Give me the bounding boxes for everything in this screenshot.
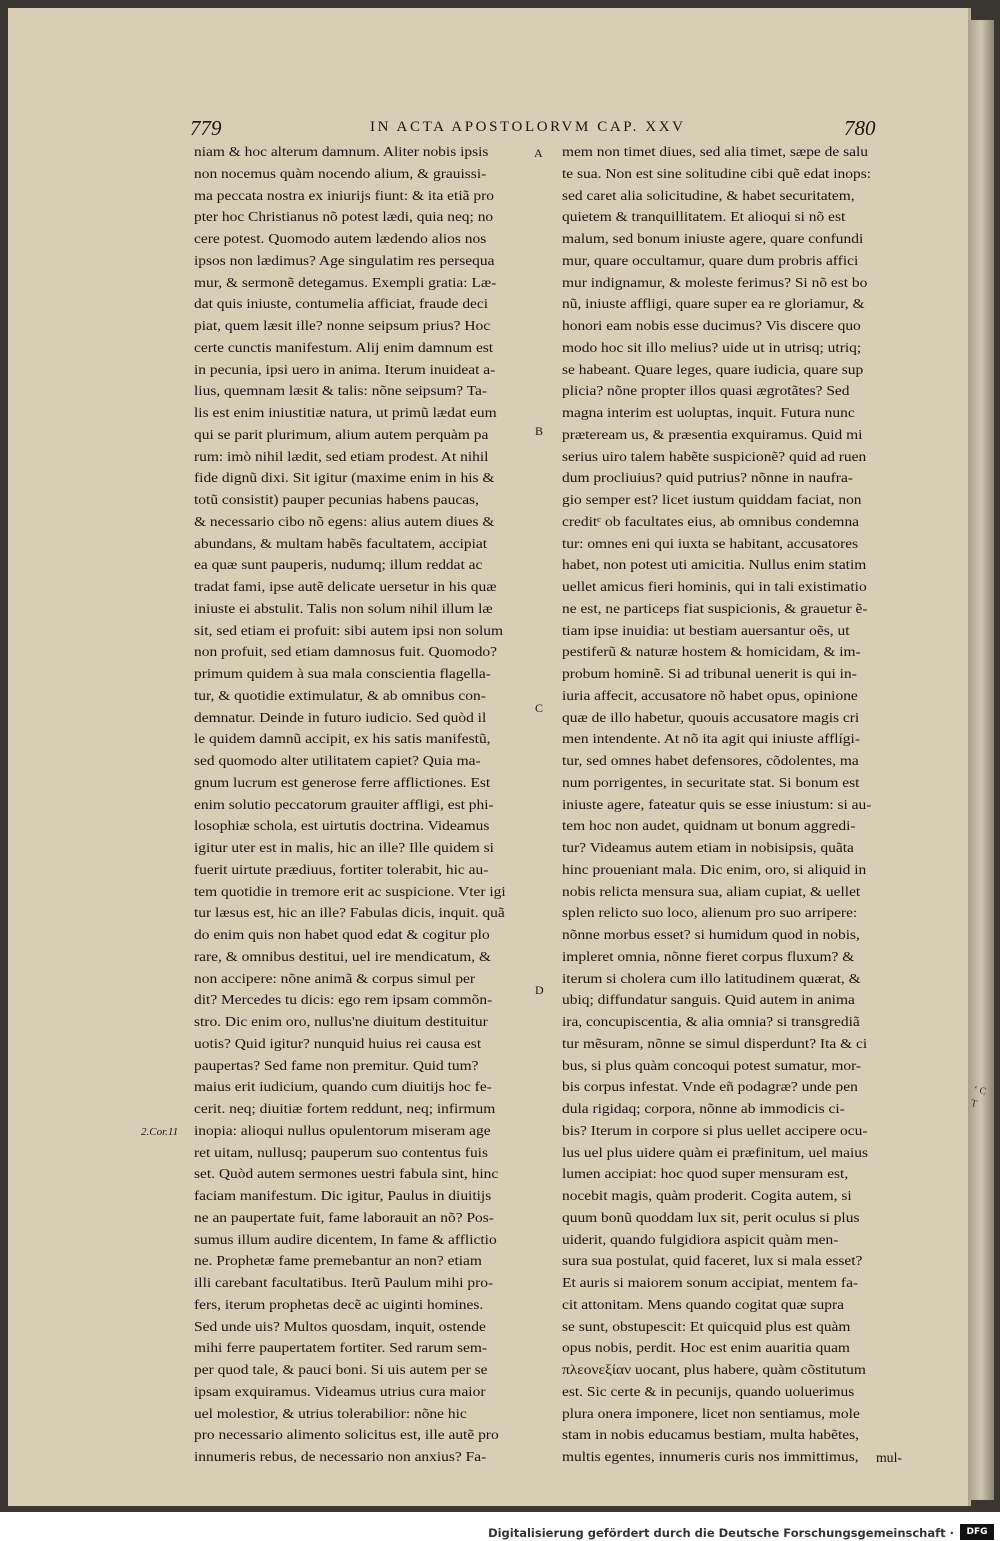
text-line: nobis relicta mensura sua, aliam cupiat, & uellet [562, 883, 861, 899]
text-line: ne. Prophetæ fame premebantur an non? etiam [194, 1253, 482, 1269]
text-line: uiderit, quando fulgidiora aspicit quàm men- [562, 1231, 839, 1247]
page-edge [968, 20, 994, 1500]
text-line: tur, & quotidie extimulatur, & ab omnibus con- [194, 687, 486, 703]
text-line: mihi ferre paupertatem fortiter. Sed rarum sem- [194, 1340, 488, 1356]
text-line: malum, sed bonum iniuste agere, quare confundi [562, 231, 864, 246]
text-line: pro necessario alimento solicitus est, ille autẽ pro [194, 1427, 499, 1443]
text-line: ubiq; diffundatur sanguis. Quid autem in anima [562, 992, 855, 1008]
text-line: niam & hoc alterum damnum. Aliter nobis ipsis [194, 144, 489, 159]
text-line: sumus illum audire dicentem, In fame & afflictio [194, 1231, 497, 1247]
text-line: præteream us, & præsentia exquiramus. Quid mi [562, 426, 863, 442]
text-line: ne est, ne particeps fiat suspicionis, & grauetur ẽ- [562, 600, 868, 616]
text-line: quæ de illo habetur, quouis accusatore magis cri [562, 709, 860, 725]
text-line: se habeant. Quare leges, quare iudicia, quare sup [562, 361, 864, 377]
text-line: sit, sed etiam ei profuit: sibi autem ipsi non solum [194, 622, 504, 638]
section-marker-c: C [535, 701, 544, 715]
left-text-column [194, 141, 539, 1468]
text-line: cere potest. Quomodo autem lædendo alios nos [194, 231, 487, 246]
text-line: habet, non potest uti amicitia. Nullus enim statim [562, 557, 867, 573]
text-line: bus, si plus quàm concoqui potest sumatur, mor- [562, 1057, 862, 1073]
text-line: bis? Iterum in corpore si plus uellet accipere ocu- [562, 1122, 868, 1138]
footer-band [0, 1512, 1000, 1541]
text-line: set. Quòd autem sermones uestri fabula sint, hinc [194, 1166, 499, 1182]
text-line: ret uitam, nullusq; pauperum suo contentus fuis [194, 1144, 488, 1160]
page-number-left: 779 [190, 116, 222, 140]
text-line: iuria affecit, accusatore nõ habet opus, opinione [562, 687, 858, 703]
text-line: totũ consistit) pauper pecunias habens paucas, [194, 492, 479, 507]
text-line: lis est enim iniustitiæ natura, ut primũ lædat eum [194, 405, 497, 420]
text-line: sura sua postulat, quid faceret, lux si mala esset? [562, 1253, 863, 1269]
text-line: est. Sic certe & in pecunijs, quando uoluerimus [562, 1383, 855, 1399]
text-line: le quidem damnũ accipit, ex his satis manifestũ, [194, 731, 491, 747]
text-line: honori eam nobis esse ducimus? Vis discere quo [562, 318, 861, 333]
text-line: inopia: alioqui nullus opulentorum miseram age [194, 1122, 491, 1138]
text-line: qui se parit plurimum, alium autem perquàm pa [194, 426, 489, 442]
text-line: num porrigentes, in securitate stat. Si bonum est [562, 774, 860, 790]
text-line: tem quotidie in tremore erit ac suspicione. Vter igi [194, 883, 506, 899]
text-line: fide dignũ dixi. Sit igitur (maxime enim in his & [194, 470, 495, 486]
text-line: uel molestior, & utrius tolerabilior: nõne hic [194, 1405, 467, 1421]
text-line: ma peccata nostra ex iniurijs fiunt: & ita etiã pro [194, 187, 494, 203]
text-line: hinc proueniant mala. Dic enim, oro, si aliquid in [562, 861, 867, 877]
text-line: quum bonũ quoddam lux sit, perit oculus si plus [562, 1209, 860, 1225]
text-line: pter hoc Christianus nõ potest lædi, quia neq; no [194, 209, 494, 225]
text-line: te sua. Non est sine solitudine cibi quẽ edat inops: [562, 165, 871, 181]
text-line: opus nobis, perdit. Hoc est enim auaritia quam [562, 1340, 850, 1356]
text-line: dat quis iniuste, contumelia afficiat, fraude deci [194, 296, 489, 312]
text-line: mur, quare occultamur, quare dum probris affici [562, 252, 859, 268]
page-number-right: 780 [844, 116, 876, 140]
text-line: men intendente. At nõ ita agit qui iniuste afflígi- [562, 731, 860, 747]
dfg-logo: DFG [960, 1524, 994, 1540]
text-line: tem hoc non audet, quidnam ut bonum aggredi- [562, 818, 856, 834]
text-line: rare, & omnibus destitui, uel ire mendicatum, & [194, 948, 491, 964]
text-line: gnum lucrum est generose ferre afflictiones. Est [194, 774, 491, 790]
text-line: fuerit uirtute prædiuus, fortiter tolerabit, hic au- [194, 861, 489, 877]
text-line: uotis? Quid igitur? nunquid huius rei causa est [194, 1035, 482, 1051]
text-line: iterum si cholera cum illo latitudinem quærat, & [562, 970, 861, 986]
text-line: lius, quemnam læsit & talis: nõne seipsum? Ta- [194, 383, 488, 399]
text-line: sed caret alia solicitudine, & habet securitatem, [562, 187, 855, 203]
text-line: fers, iterum prophetas decẽ ac uiginti homines. [194, 1296, 484, 1312]
text-line: nũ, iniuste affligi, quare super ea re gloriamur, & [562, 296, 865, 312]
text-line: tiam ipse inuidia: ut bestiam auersantur oẽs, ut [562, 622, 850, 638]
text-line: abundans, & multam habẽs facultatem, accipiat [194, 535, 488, 551]
running-head [8, 116, 968, 140]
text-line: plicia? nõne propter illos quasi ægrotãtes? Sed [562, 383, 850, 399]
text-line: creditᶜ ob facultates eius, ab omnibus condemna [562, 513, 860, 529]
text-line: stro. Dic enim oro, nullus'ne diuitum destituitur [194, 1014, 488, 1029]
text-line: igitur uter est in malis, hic an ille? Ille quidem si [194, 840, 494, 855]
text-line: demnatur. Deinde in futuro iudicio. Sed quòd il [194, 709, 487, 725]
bleed-through-text: ʻ C T [969, 1084, 988, 1110]
text-line: ea quæ sunt pauperis, nudumq; illum reddat ac [194, 557, 483, 573]
text-line: bis corpus infestat. Vnde eñ podagræ? unde pen [562, 1079, 858, 1095]
text-line: sed quomodo alter utilitatem capiet? Quia ma- [194, 753, 481, 768]
text-line: impleret omnia, nõnne fieret corpus fluxum? & [562, 948, 855, 964]
catchword: mul- [875, 1450, 902, 1465]
text-line: paupertas? Sed fame non premitur. Quid tum? [194, 1057, 479, 1073]
margin-reference: 2.Cor.11 [141, 1126, 179, 1138]
text-line: in pecunia, ipsi uero in anima. Iterum inuideat a- [194, 361, 496, 377]
text-line: ira, concupiscentia, & alia omnia? si transgrediã [562, 1014, 860, 1029]
text-line: tur læsus est, hic an ille? Fabulas dicis, inquit. quã [194, 905, 505, 921]
text-line: innumeris rebus, de necessario non anxius? Fa- [194, 1449, 487, 1464]
text-line: gio semper est? licet iustum quiddam faciat, non [562, 492, 862, 507]
text-line: cit attonitam. Mens quando cogitat quæ supra [562, 1296, 844, 1312]
text-line: splen relicto suo loco, alienum pro suo arripere: [562, 905, 858, 921]
text-line: certe cunctis manifestum. Alij enim damnum est [194, 339, 494, 355]
text-line: losophiæ schola, est uirtutis doctrina. Videamus [194, 818, 490, 834]
text-line: ne an paupertate fuit, fame laborauit an nõ? Pos- [194, 1209, 494, 1225]
text-line: uellet amicus fieri hominis, qui in tali existimatio [562, 579, 867, 594]
text-line: rum: imò nihil lædit, sed etiam prodest. At nihil [194, 448, 489, 464]
section-marker-d: D [535, 983, 544, 997]
text-line: per quod tale, & pauci boni. Si uis autem per se [194, 1362, 488, 1377]
text-line: lus uel plus uidere quàm ei præfinitum, uel maius [562, 1144, 869, 1160]
text-line: dula rigidaq; corpora, nõnne ab immodicis ci- [562, 1101, 845, 1116]
text-line: iniuste agere, fateatur quis se esse iniustum: si au- [562, 796, 872, 812]
funding-notice: Digitalisierung gefördert durch die Deutsche Forschungsgemeinschaft · [488, 1526, 954, 1540]
text-line: tur mẽsuram, nõnne se simul disperdunt? Ita & ci [562, 1035, 868, 1051]
text-line: quietem & tranquillitatem. Et alioqui si nõ est [562, 209, 846, 225]
text-line: non accipere: nõne animã & corpus simul per [194, 970, 476, 986]
text-line: & necessario cibo nõ egens: alius autem diues & [194, 513, 495, 529]
text-line: maius erit iudicium, quando cum diuitijs hoc fe- [194, 1079, 492, 1095]
text-line: cerit. neq; diuitiæ fortem reddunt, neq; infirmum [194, 1101, 496, 1116]
text-line: tur, sed omnes habet defensores, cõdolentes, ma [562, 753, 859, 768]
text-line: Et auris si maiorem sonum accipiat, mentem fa- [562, 1275, 859, 1290]
text-line: faciam manifestum. Dic igitur, Paulus in diuitijs [194, 1188, 492, 1203]
text-line: tur: omnes eni qui iuxta se habitant, accusatores [562, 535, 859, 551]
text-line: probum hominẽ. Si ad tribunal uenerit is qui in- [562, 666, 857, 681]
text-line: pestiferũ & naturæ hostem & homicidam, & im- [562, 644, 861, 660]
right-text-column [562, 141, 917, 1468]
text-line: dum procliuius? quid putrius? nõnne in naufra- [562, 470, 853, 486]
text-line: Sed unde uis? Multos quosdam, inquit, ostende [194, 1318, 486, 1334]
text-line: do enim quis non habet quod edat & cogitur plo [194, 927, 490, 942]
text-line: nõnne morbus esset? si humidum quod in nobis, [562, 927, 860, 942]
section-marker-a: A [534, 146, 543, 160]
text-line: tradat fami, ipse autẽ delicate uersetur in his quæ [194, 579, 497, 594]
text-line: plura onera imponere, licet non sentiamus, mole [562, 1405, 860, 1421]
text-line: modo hoc sit illo melius? uide ut in utrisq; utriq; [562, 339, 862, 355]
text-line: primum quidem à sua mala conscientia flagella- [194, 666, 491, 681]
text-line: multis egentes, innumeris curis nos immittimus, [562, 1449, 859, 1464]
text-line: serius uiro talem habẽte suspicionẽ? quid ad ruen [562, 448, 867, 464]
text-line: πλεονεξίαν uocant, plus habere, quàm cõstitutum [562, 1362, 866, 1377]
text-line: piat, quem læsit ille? nonne seipsum prius? Hoc [194, 318, 491, 333]
book-page [8, 8, 971, 1506]
text-line: lumen accipiat: hoc quod super mensuram est, [562, 1166, 849, 1182]
text-line: mur, & sermonẽ detegamus. Exempli gratia: Læ- [194, 274, 497, 290]
text-line: mem non timet diues, sed alia timet, sæpe de salu [562, 144, 868, 159]
text-line: stam in nobis educamus bestiam, multa habẽtes, [562, 1427, 859, 1443]
section-marker-b: B [535, 424, 544, 438]
text-line: nocebit magis, quàm proderit. Cogita autem, si [562, 1188, 852, 1203]
text-line: ipsam exquiramus. Videamus utrius cura maior [194, 1383, 486, 1399]
text-line: mur indignamur, & moleste ferimus? Si nõ est bo [562, 274, 868, 290]
text-line: se sunt, obstupescit: Et quicquid plus est quàm [562, 1318, 851, 1334]
text-line: enim solutio peccatorum grauiter affligi, est phi- [194, 796, 494, 812]
text-line: dit? Mercedes tu dicis: ego rem ipsam commõn- [194, 992, 493, 1008]
text-line: ipsos non lædimus? Age singulatim res persequa [194, 252, 495, 268]
text-line: non nocemus quàm nocendo alium, & grauissi- [194, 165, 487, 181]
catchword-line [562, 1447, 902, 1469]
text-line: non profuit, sed etiam damnosus fuit. Quomodo? [194, 644, 498, 660]
text-line: tur? Videamus autem etiam in nobisipsis, quãta [562, 840, 854, 855]
text-line: illi carebant facultatibus. Iterũ Paulum mihi pro- [194, 1275, 494, 1290]
running-title: IN ACTA APOSTOLORVM CAP. XXV [370, 119, 686, 135]
text-line: iniuste ei abstulit. Talis non solum nihil illum læ [194, 600, 493, 616]
text-line: magna interim est uoluptas, inquit. Futura nunc [562, 405, 855, 420]
